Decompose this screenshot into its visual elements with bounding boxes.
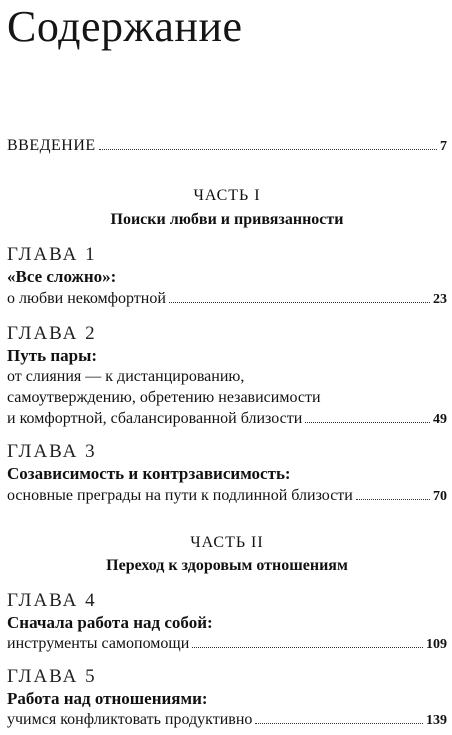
chapter-title: «Все сложно»: — [7, 267, 117, 286]
part-title: Переход к здоровым отношениям — [106, 557, 348, 574]
toc-entry-chapter-3[interactable] — [7, 486, 447, 507]
chapter-subtitle: учимся конфликтовать продуктивно — [7, 711, 253, 728]
toc-entry-label: ВВЕДЕНИЕ — [7, 137, 96, 154]
dot-leader — [305, 422, 430, 423]
part-title: Поиски любви и привязанности — [110, 211, 344, 228]
dot-leader — [356, 499, 430, 500]
chapter-label: ГЛАВА 3 — [7, 441, 97, 462]
chapter-subtitle: основные преграды на пути к подлинной близости — [7, 487, 353, 504]
dot-leader — [255, 723, 423, 724]
page-title: Содержание — [7, 2, 243, 51]
part-label: ЧАСТЬ I — [193, 187, 261, 204]
part-label: ЧАСТЬ II — [190, 534, 264, 551]
toc-page — [7, 0, 447, 735]
dot-leader — [169, 302, 430, 303]
dot-leader — [99, 149, 437, 150]
page-number: 7 — [440, 139, 447, 154]
chapter-title: Путь пары: — [7, 346, 97, 365]
toc-entry-chapter-5[interactable] — [7, 710, 447, 731]
toc-entry-chapter-1[interactable] — [7, 289, 447, 310]
chapter-subtitle: от слияния — к дистанцированию, — [7, 368, 245, 385]
chapter-title: Сначала работа над собой: — [7, 613, 213, 632]
toc-entry-chapter-4[interactable] — [7, 634, 447, 655]
chapter-label: ГЛАВА 2 — [7, 323, 97, 344]
chapter-title: Работа над отношениями: — [7, 689, 208, 708]
page-number: 49 — [433, 412, 447, 427]
chapter-subtitle: самоутверждению, обретению независимости — [7, 389, 321, 406]
page-number: 139 — [426, 713, 447, 728]
page-number: 23 — [433, 292, 447, 307]
chapter-subtitle: о любви некомфортной — [7, 290, 166, 307]
chapter-title: Созависимость и контрзависимость: — [7, 464, 291, 483]
chapter-label: ГЛАВА 4 — [7, 590, 97, 611]
toc-entry-introduction[interactable] — [7, 136, 447, 157]
chapter-subtitle: и комфортной, сбалансированной близости — [7, 410, 303, 427]
toc-entry-chapter-2[interactable] — [7, 409, 447, 430]
chapter-subtitle: инструменты самопомощи — [7, 635, 190, 652]
dot-leader — [192, 647, 423, 648]
chapter-label: ГЛАВА 1 — [7, 244, 97, 265]
chapter-label: ГЛАВА 5 — [7, 666, 97, 687]
page-number: 70 — [433, 489, 447, 504]
page-number: 109 — [426, 637, 447, 652]
